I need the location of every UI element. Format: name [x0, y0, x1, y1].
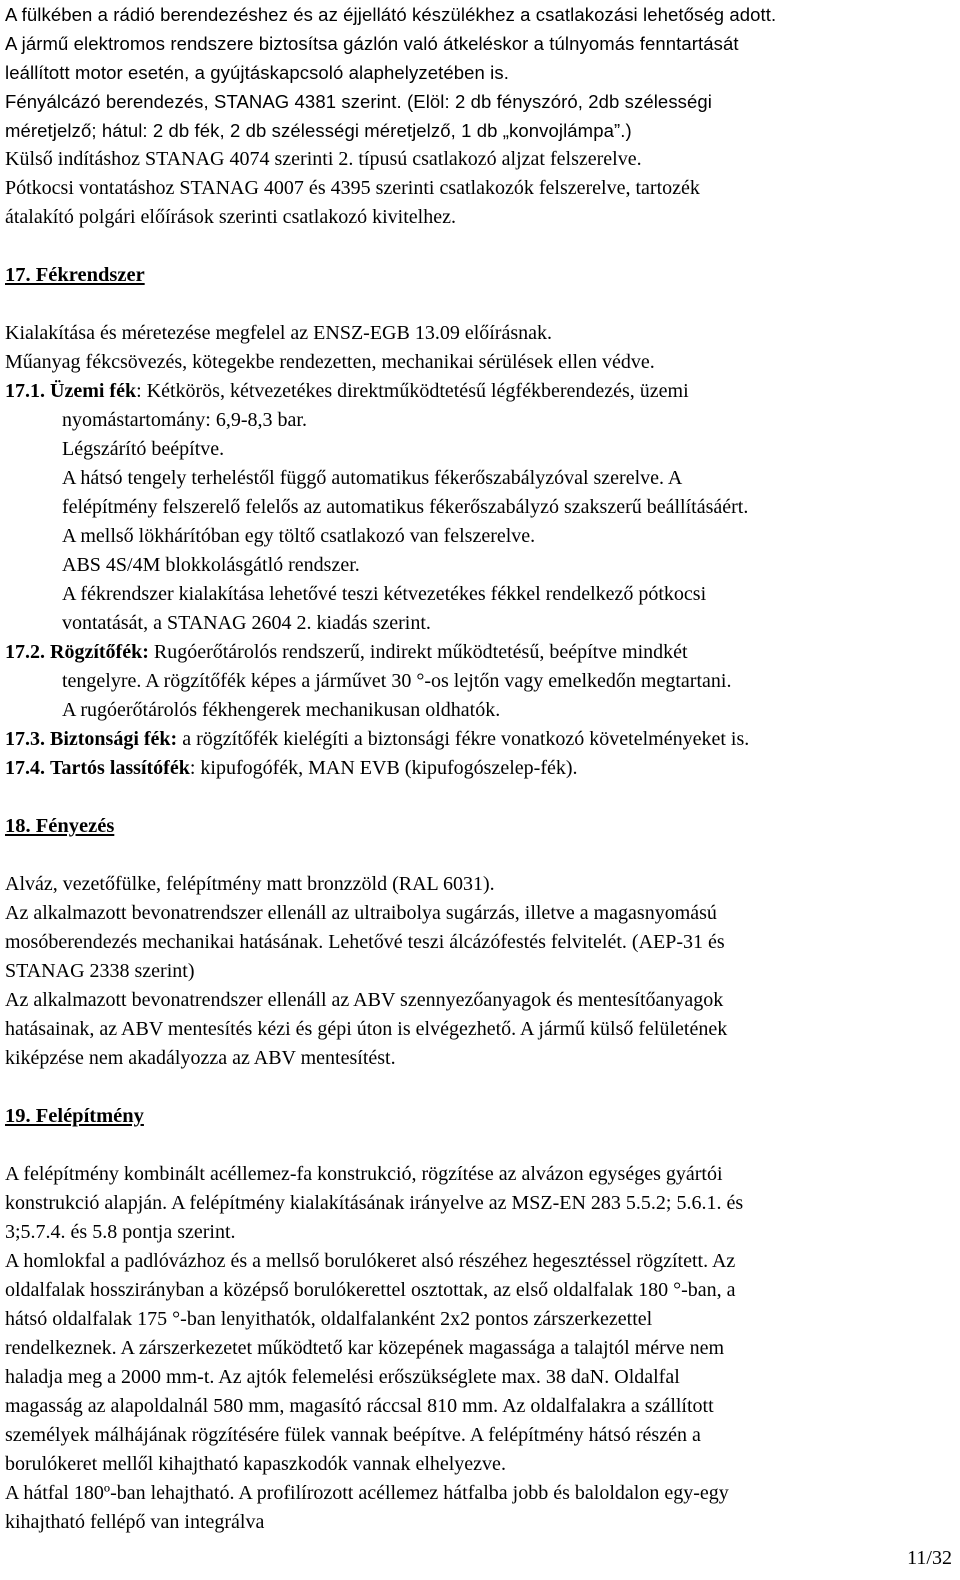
- section-17-body: [5, 319, 955, 783]
- indented-line: vontatását, a STANAG 2604 2. kiadás szerint.: [62, 612, 431, 634]
- subsection-17-1: [5, 377, 955, 406]
- indented-line: A hátsó tengely terheléstől függő automatikus fékerőszabályzóval szerelve. A: [62, 467, 683, 489]
- indented-line: Légszárító beépítve.: [62, 438, 225, 460]
- subsection-text: : kipufogófék, MAN EVB (kipufogószelep-fék).: [189, 757, 578, 779]
- paragraph-line: A homlokfal a padlóvázhoz és a mellső borulókeret alsó részéhez hegesztéssel rögzített. Az: [5, 1250, 736, 1272]
- indented-line: tengelyre. A rögzítőfék képes a járművet 30 °-os lejtőn vagy emelkedőn megtartani.: [62, 670, 732, 692]
- intro-line: A jármű elektromos rendszere biztosítsa gázlón való átkeléskor a túlnyomás fenntartását: [5, 33, 739, 54]
- paragraph-line: mosóberendezés mechanikai hatásának. Lehetővé teszi álcázófestés felvitelét. (AEP-31 és: [5, 931, 725, 953]
- subsection-17-2: [5, 638, 955, 667]
- intro-line: Fényálcázó berendezés, STANAG 4381 szerint. (Elöl: 2 db fényszóró, 2db szélességi: [5, 91, 713, 112]
- intro-line: Pótkocsi vontatáshoz STANAG 4007 és 4395 szerinti csatlakozók felszerelve, tartozék: [5, 177, 700, 199]
- paragraph-line: magasság az alapoldalnál 580 mm, magasító ráccsal 810 mm. Az oldalfalakra a szállított: [5, 1395, 714, 1417]
- paragraph-line: rendelkeznek. A zárszerkezetet működtető kar közepének magassága a talajtól mérve nem: [5, 1337, 725, 1359]
- section-19-heading: 19. Felépítmény: [5, 1105, 144, 1127]
- paragraph-line: Alváz, vezetőfülke, felépítmény matt bronzzöld (RAL 6031).: [5, 873, 495, 895]
- intro-line: leállított motor esetén, a gyújtáskapcsoló alaphelyzetében is.: [5, 62, 509, 83]
- section-17-heading: 17. Fékrendszer: [5, 264, 145, 286]
- paragraph-line: hatásainak, az ABV mentesítés kézi és gépi úton is elvégezhető. A jármű külső felületének: [5, 1018, 728, 1040]
- subsection-text: Rugóerőtárolós rendszerű, indirekt működtetésű, beépítve mindkét: [148, 641, 688, 663]
- subsection-17-4: [5, 754, 955, 783]
- paragraph-line: Az alkalmazott bevonatrendszer ellenáll az ultraibolya sugárzás, illetve a magasnyomású: [5, 902, 717, 924]
- indented-line: A rugóerőtárolós fékhengerek mechanikusan oldhatók.: [62, 699, 501, 721]
- indented-line: nyomástartomány: 6,9-8,3 bar.: [62, 409, 307, 431]
- subsection-number: 17.2.: [5, 641, 45, 663]
- intro-serif-block: [5, 145, 955, 232]
- paragraph-line: hátsó oldalfalak 175 °-ban lenyithatók, oldalfalanként 2x2 pontos zárszerkezettel: [5, 1308, 653, 1330]
- paragraph-line: A hátfal 180º-ban lehajtható. A profilírozott acéllemez hátfalba jobb és baloldalon egy-egy: [5, 1482, 729, 1504]
- intro-line: Külső indításhoz STANAG 4074 szerinti 2. típusú csatlakozó aljzat felszerelve.: [5, 148, 642, 170]
- page-number: 11/32: [907, 1547, 952, 1569]
- paragraph-line: Műanyag fékcsövezés, kötegekbe rendezetten, mechanikai sérülések ellen védve.: [5, 351, 655, 373]
- section-18-body: [5, 870, 955, 1073]
- section-19-body: [5, 1160, 955, 1537]
- subsection-text: a rögzítőfék kielégíti a biztonsági fékre vonatkozó követelményeket is.: [177, 728, 750, 750]
- subsection-title: Üzemi fék: [50, 380, 137, 402]
- subsection-number: 17.1.: [5, 380, 45, 402]
- paragraph-line: Az alkalmazott bevonatrendszer ellenáll az ABV szennyezőanyagok és mentesítőanyagok: [5, 989, 724, 1011]
- indented-line: A fékrendszer kialakítása lehetővé teszi kétvezetékes fékkel rendelkező pótkocsi: [62, 583, 707, 605]
- intro-line: átalakító polgári előírások szerinti csatlakozó kivitelhez.: [5, 206, 456, 228]
- indented-line: A mellső lökhárítóban egy töltő csatlakozó van felszerelve.: [62, 525, 536, 547]
- subsection-number: 17.4.: [5, 757, 45, 779]
- subsection-17-3: [5, 725, 955, 754]
- paragraph-line: STANAG 2338 szerint): [5, 960, 195, 982]
- paragraph-line: konstrukció alapján. A felépítmény kialakításának irányelve az MSZ-EN 283 5.5.2; 5.6.1. és: [5, 1192, 744, 1214]
- paragraph-line: 3;5.7.4. és 5.8 pontja szerint.: [5, 1221, 236, 1243]
- subsection-title: Biztonsági fék:: [50, 728, 178, 750]
- intro-sans-block: [5, 0, 955, 145]
- paragraph-line: A felépítmény kombinált acéllemez-fa konstrukció, rögzítése az alvázon egységes gyártói: [5, 1163, 723, 1185]
- paragraph-line: személyek málhájának rögzítésére fülek vannak beépítve. A felépítmény hátsó részén a: [5, 1424, 701, 1446]
- paragraph-line: borulókeret mellől kihajtható kapaszkodók vannak elhelyezve.: [5, 1453, 506, 1475]
- paragraph-line: kiképzése nem akadályozza az ABV mentesítést.: [5, 1047, 396, 1069]
- intro-line: A fülkében a rádió berendezéshez és az éjjellátó készülékhez a csatlakozási lehetőség adott.: [5, 4, 777, 25]
- subsection-number: 17.3.: [5, 728, 45, 750]
- document-page: [5, 0, 955, 1537]
- section-18-heading: 18. Fényezés: [5, 815, 115, 837]
- paragraph-line: kihajtható fellépő van integrálva: [5, 1511, 265, 1533]
- subsection-title: Tartós lassítófék: [50, 757, 190, 779]
- paragraph-line: Kialakítása és méretezése megfelel az ENSZ-EGB 13.09 előírásnak.: [5, 322, 553, 344]
- subsection-title: Rögzítőfék:: [50, 641, 149, 663]
- paragraph-line: oldalfalak hosszirányban a középső borulókerettel osztottak, az első oldalfalak 180 °-ban, a: [5, 1279, 736, 1301]
- indented-line: ABS 4S/4M blokkolásgátló rendszer.: [62, 554, 360, 576]
- intro-line: méretjelző; hátul: 2 db fék, 2 db szélességi méretjelző, 1 db „konvojlámpa”.): [5, 120, 632, 141]
- paragraph-line: haladja meg a 2000 mm-t. Az ajtók felemelési erőszükséglete max. 38 daN. Oldalfal: [5, 1366, 680, 1388]
- subsection-text: : Kétkörös, kétvezetékes direktműködtetésű légfékberendezés, üzemi: [136, 380, 689, 402]
- indented-line: felépítmény felszerelő felelős az automatikus fékerőszabályzó szakszerű beállításáért.: [62, 496, 749, 518]
